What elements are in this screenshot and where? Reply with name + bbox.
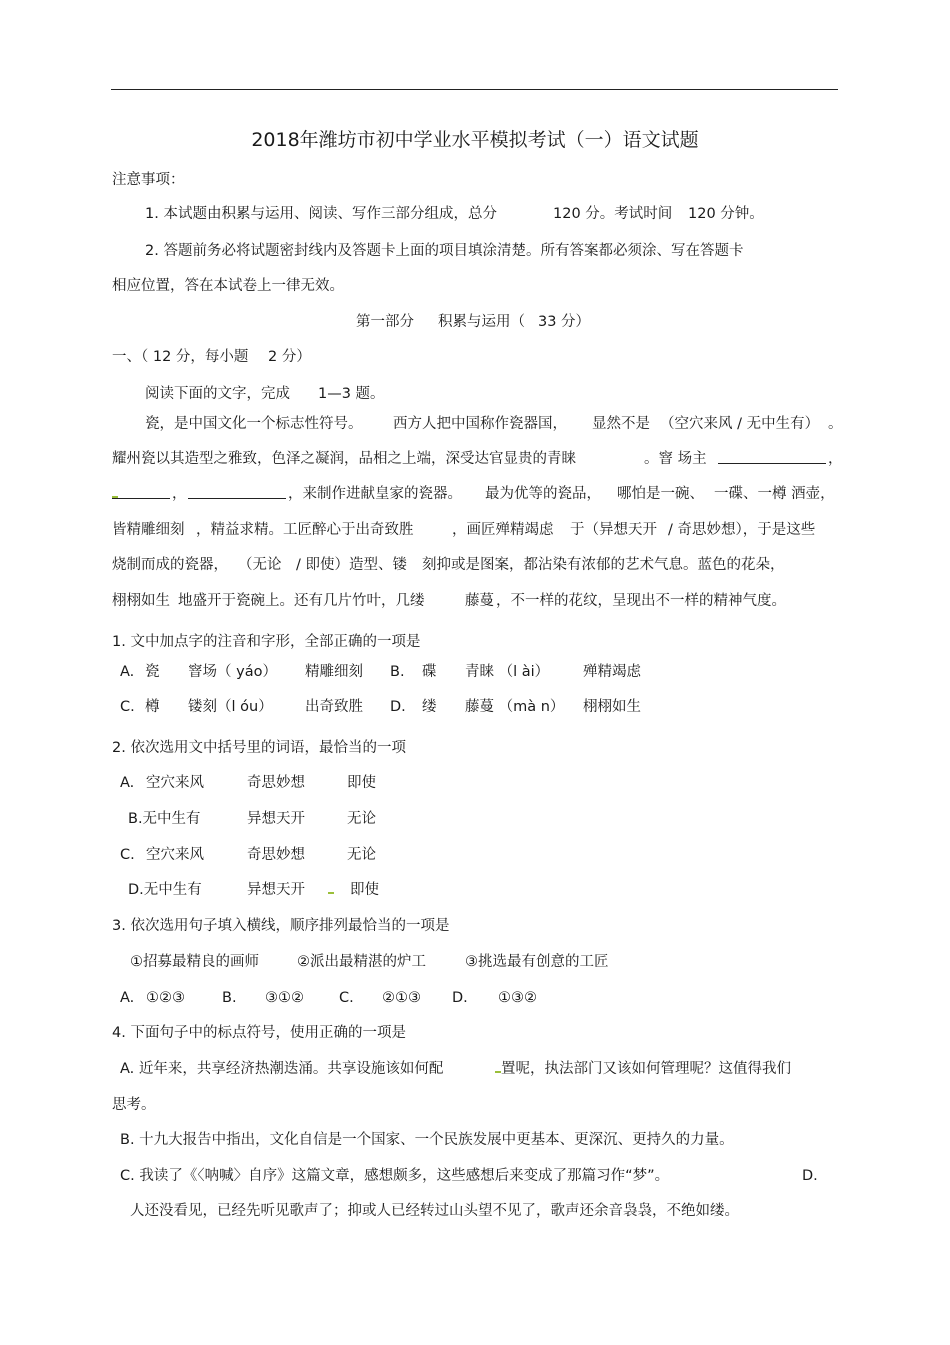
q1-B-1: 碟 <box>422 664 437 680</box>
q2-D-1: D.无中生有 <box>128 882 202 898</box>
note-1-time: 120 分钟。 <box>688 206 764 222</box>
q1-D-2: 藤蔓 （mà n） <box>465 699 565 715</box>
passage-l6b: 地盛开于瓷碗上。还有几片竹叶，几缕 <box>178 593 425 609</box>
instruction: 阅读下面的文字，完成 <box>145 386 290 402</box>
q1-A-3: 精雕细刻 <box>305 664 363 680</box>
q2-C-2: 奇思妙想 <box>247 847 305 863</box>
page-title: 2018年潍坊市初中学业水平模拟考试（一）语文试题 <box>251 129 699 151</box>
q2-stem: 2. 依次选用文中括号里的词语，最恰当的一项 <box>112 740 406 756</box>
q4-A-3: 思考。 <box>112 1097 156 1113</box>
passage-l5a: 烧制而成的瓷器， <box>112 557 228 573</box>
note-1-score: 120 分。考试时间 <box>553 206 673 222</box>
passage-l3a: ， <box>172 486 187 502</box>
q3-A: ①②③ <box>146 990 185 1006</box>
part1-title: 积累与运用（ <box>438 314 525 330</box>
q3-C: ②①③ <box>382 990 421 1006</box>
q1-B-label: B. <box>390 664 405 680</box>
q1-C-label: C. <box>120 699 135 715</box>
passage-l1a: 瓷，是中国文化一个标志性符号。 <box>145 416 363 432</box>
passage-l5b: （无论 <box>238 557 282 573</box>
q2-A-2: 奇思妙想 <box>247 775 305 791</box>
passage-l3b: ，来制作进献皇家的瓷器。 <box>288 486 462 502</box>
q2-C-3: 无论 <box>347 847 376 863</box>
note-2: 2. 答题前务必将试题密封线内及答题卡上面的项目填涂清楚。所有答案都必须涂、写在答题卡 <box>145 243 744 259</box>
passage-l2c: ， <box>828 451 843 467</box>
q3-D: ①③② <box>498 990 537 1006</box>
section1-label: 一、（ 12 分，每小题 <box>112 349 249 365</box>
q4-A-2: 置呢，执法部门又该如何管理呢？这值得我们 <box>501 1061 791 1077</box>
passage-l4a: 皆精雕细刻 <box>112 522 185 538</box>
q1-A-2: 窨场（ yáo） <box>188 664 277 680</box>
q3-sentence-2: ②派出最精湛的炉工 <box>297 954 426 970</box>
passage-l3d: 哪怕是一碗、 <box>617 486 704 502</box>
q4-D-label: D. <box>802 1168 818 1184</box>
part1-label: 第一部分 <box>356 314 414 330</box>
q1-stem: 1. 文中加点字的注音和字形，全部正确的一项是 <box>112 634 421 650</box>
passage-l6d: ，不一样的花纹，呈现出不一样的精神气度。 <box>496 593 786 609</box>
passage-l4c: ，画匠殚精竭虑 <box>452 522 554 538</box>
q3-B: ③①② <box>265 990 304 1006</box>
q2-B-2: 异想天开 <box>247 811 305 827</box>
passage-l4b: ，精益求精。工匠醉心于出奇致胜 <box>196 522 414 538</box>
notes-heading: 注意事项： <box>112 172 185 188</box>
q2-A-3: 即使 <box>347 775 376 791</box>
passage-l1e: 。 <box>828 416 843 432</box>
note-2-cont: 相应位置，答在本试卷上一律无效。 <box>112 278 344 294</box>
q3-C-label: C. <box>339 990 354 1006</box>
q2-B-3: 无论 <box>347 811 376 827</box>
top-rule <box>111 89 838 90</box>
q2-D-2: 异想天开 <box>247 882 305 898</box>
q1-D-3: 栩栩如生 <box>583 699 641 715</box>
q3-D-label: D. <box>452 990 468 1006</box>
q1-A-label: A. <box>120 664 135 680</box>
q4-D: 人还没看见，已经先听见歌声了；抑或人已经转过山头望不见了，歌声还余音袅袅，不绝如缕。 <box>130 1203 739 1219</box>
passage-l6c: 藤蔓 <box>465 593 494 609</box>
q4-B: B. 十九大报告中指出，文化自信是一个国家、一个民族发展中更基本、更深沉、更持久的力量。 <box>120 1132 734 1148</box>
q3-sentence-3: ③挑选最有创意的工匠 <box>465 954 609 970</box>
q1-B-2: 青睐 （l ài） <box>465 664 550 680</box>
blank-2 <box>112 484 170 499</box>
q2-D-3: 即使 <box>350 882 379 898</box>
scan-mark-2 <box>328 892 334 894</box>
q2-C-label: C. <box>120 847 135 863</box>
q1-B-3: 殚精竭虑 <box>583 664 641 680</box>
instruction-range: 1—3 题。 <box>318 386 385 402</box>
note-1: 1. 本试题由积累与运用、阅读、写作三部分组成，总分 <box>145 206 497 222</box>
passage-l1b: 西方人把中国称作瓷器国， <box>393 416 567 432</box>
q3-B-label: B. <box>222 990 237 1006</box>
passage-l6a: 栩栩如生 <box>112 593 170 609</box>
q4-stem: 4. 下面句子中的标点符号，使用正确的一项是 <box>112 1025 406 1041</box>
part1-score: 33 分） <box>538 314 591 330</box>
q3-stem: 3. 依次选用句子填入横线，顺序排列最恰当的一项是 <box>112 918 450 934</box>
q1-D-1: 缕 <box>422 699 437 715</box>
passage-l5c: / 即使）造型、镂 <box>296 557 407 573</box>
passage-l4d: 于（异想天开 <box>570 522 657 538</box>
q3-A-label: A. <box>120 990 135 1006</box>
q1-C-1: 樽 <box>145 699 160 715</box>
q2-C-1: 空穴来风 <box>146 847 204 863</box>
blank-3 <box>188 484 286 499</box>
q1-C-3: 出奇致胜 <box>305 699 363 715</box>
q1-D-label: D. <box>390 699 406 715</box>
q2-B-1: B.无中生有 <box>128 811 201 827</box>
q2-A-label: A. <box>120 775 135 791</box>
q1-A-1: 瓷 <box>145 664 160 680</box>
passage-l2a: 耀州瓷以其造型之雅致，色泽之凝润，品相之上端，深受达官显贵的青睐 <box>112 451 576 467</box>
passage-l4e: / 奇思妙想），于是这些 <box>668 522 816 538</box>
blank-1 <box>718 449 826 464</box>
q2-A-1: 空穴来风 <box>146 775 204 791</box>
q1-C-2: 镂刻（l óu） <box>188 699 273 715</box>
passage-l1d: （空穴来风 / 无中生有） <box>660 416 820 432</box>
q3-sentence-1: ①招募最精良的画师 <box>130 954 259 970</box>
q4-C: C. 我读了《〈呐喊〉自序》这篇文章，感想颇多，这些感想后来变成了那篇习作“梦”。 <box>120 1168 670 1184</box>
passage-l2b: 。窨 场主 <box>644 451 707 467</box>
section1-score: 2 分） <box>268 349 311 365</box>
passage-l3e: 一碟、一樽 酒壶， <box>714 486 835 502</box>
passage-l5d: 刻抑或是图案，都沾染有浓郁的艺术气息。蓝色的花朵， <box>422 557 785 573</box>
q4-A-1: A. 近年来，共享经济热潮迭涌。共享设施该如何配 <box>120 1061 444 1077</box>
passage-l1c: 显然不是 <box>592 416 650 432</box>
passage-l3c: 最为优等的瓷品， <box>485 486 601 502</box>
